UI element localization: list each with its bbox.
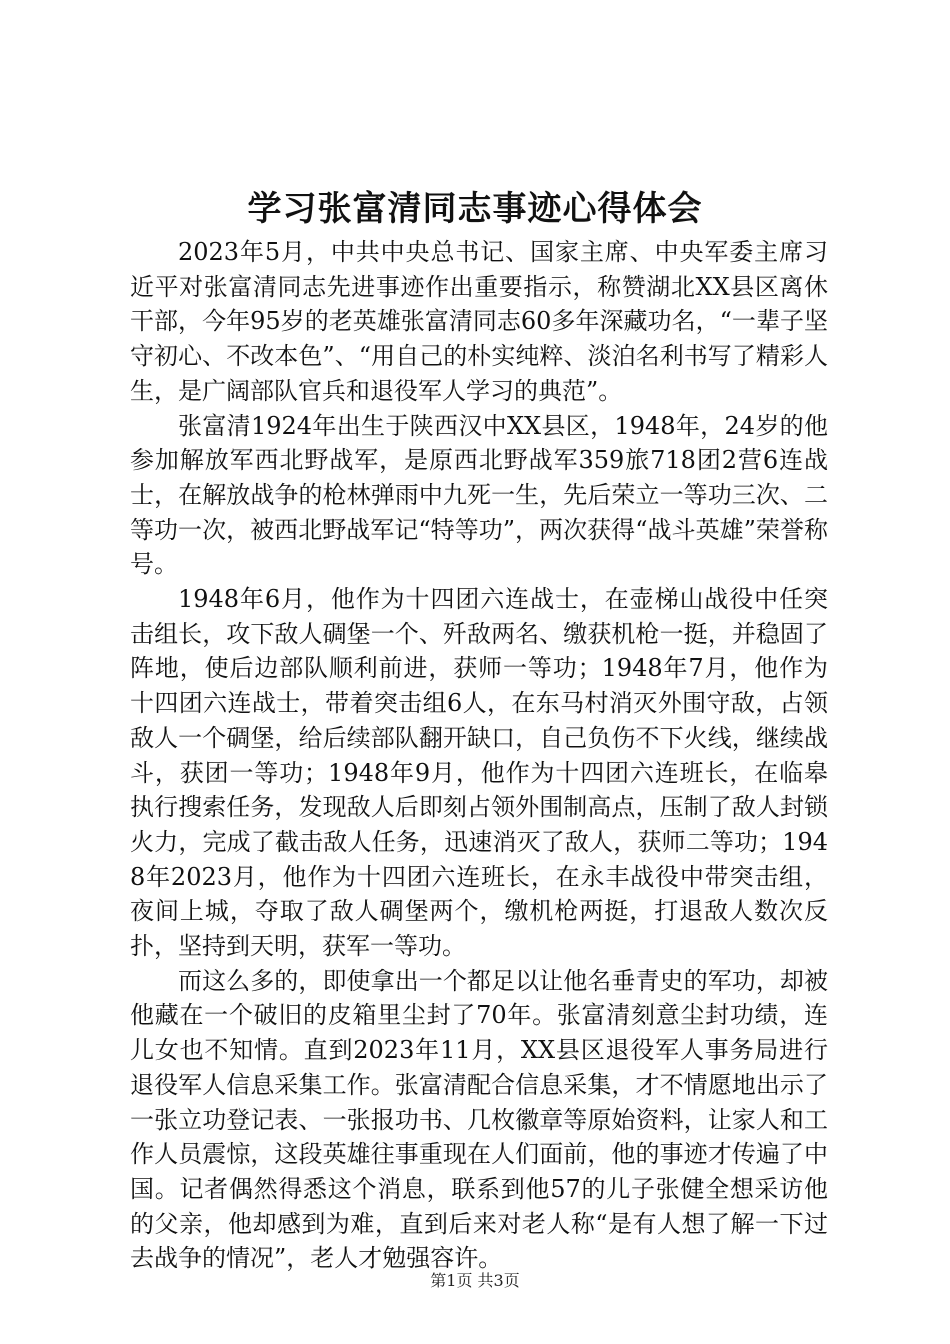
paragraph-2: 张富清1924年出生于陕西汉中XX县区，1948年，24岁的他参加解放军西北野战军，是原西北野战军359旅718团2营6连战士，在解放战争的枪林弹雨中九死一生，先后荣立一等功三次、二等功一次，被西北野战军记“特等功”，两次获得“战斗英雄”荣誉称号。 — [130, 411, 828, 579]
document-body — [130, 235, 828, 1276]
paragraph-1: 2023年5月，中共中央总书记、国家主席、中央军委主席习近平对张富清同志先进事迹作出重要指示，称赞湖北XX县区离休干部，今年95岁的老英雄张富清同志60多年深藏功名，“一辈子坚守初心、不改本色”、“用自己的朴实纯粹、淡泊名利书写了精彩人生，是广阔部队官兵和退役军人学习的典范”。 — [130, 238, 828, 405]
paragraph-4: 而这么多的，即使拿出一个都足以让他名垂青史的军功，却被他藏在一个破旧的皮箱里尘封了70年。张富清刻意尘封功绩，连儿女也不知情。直到2023年11月，XX县区退役军人事务局进行退役军人信息采集工作。张富清配合信息采集，才不情愿地出示了一张立功登记表、一张报功书、几枚徽章等原始资料，让家人和工作人员震惊，这段英雄往事重现在人们面前，他的事迹才传遍了中国。记者偶然得悉这个消息，联系到他57的儿子张健全想采访他的父亲，他却感到为难，直到后来对老人称“是有人想了解一下过去战争的情况”，老人才勉强容许。 — [130, 966, 828, 1273]
page-number-footer: 第1页 共3页 — [430, 1271, 520, 1290]
document-title: 学习张富清同志事迹心得体会 — [247, 189, 703, 229]
paragraph-3: 1948年6月，他作为十四团六连战士，在壶梯山战役中任突击组长，攻下敌人碉堡一个、歼敌两名、缴获机枪一挺，并稳固了阵地，使后边部队顺利前进，获师一等功；1948年7月，他作为十四团六连战士，带着突击组6人，在东马村消灭外围守敌，占领敌人一个碉堡，给后续部队翻开缺口，自己负伤不下火线，继续战斗，获团一等功；1948年9月，他作为十四团六连班长，在临皋执行搜索任务，发现敌人后即刻占领外围制高点，压制了敌人封锁火力，完成了截击敌人任务，迅速消灭了敌人，获师二等功；1948年2023月，他作为十四团六连班长，在永丰战役中带突击组，夜间上城，夺取了敌人碉堡两个，缴机枪两挺，打退敌人数次反扑，坚持到天明，获军一等功。 — [130, 585, 828, 961]
